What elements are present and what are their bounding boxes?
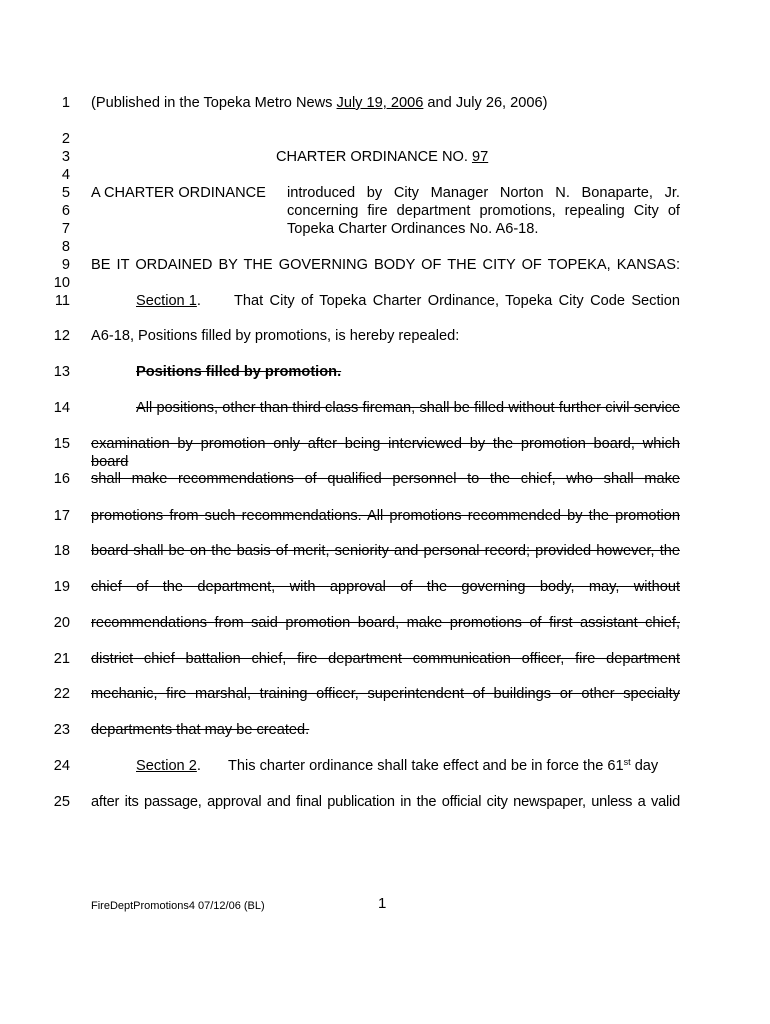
- page-number: 1: [378, 895, 387, 912]
- line-number: 19: [53, 579, 70, 595]
- ordinance-title-prefix: CHARTER ORDINANCE NO.: [276, 149, 472, 165]
- section-2-text: [228, 757, 658, 775]
- repealed-line: recommendations from said promotion board, make promotions of first assistant chief,: [91, 615, 680, 631]
- section-1-text: That City of Topeka Charter Ordinance, Topeka City Code Section: [234, 293, 680, 309]
- section-1-period: .: [196, 293, 201, 309]
- line-number: 20: [53, 615, 70, 631]
- line-number: 16: [53, 471, 70, 487]
- repealed-line: promotions from such recommendations. All promotions recommended by the promotion: [91, 508, 680, 524]
- line-number: 24: [53, 758, 70, 774]
- line-number: 12: [53, 328, 70, 344]
- section-2-text-main: This charter ordinance shall take effect and be in force the 61: [228, 758, 624, 774]
- line-number: 21: [53, 651, 70, 667]
- line-number: 22: [53, 686, 70, 702]
- section-1-heading: [136, 292, 201, 310]
- repealed-heading: Positions filled by promotion.: [136, 364, 342, 380]
- line-number: 8: [61, 239, 70, 255]
- line-number: 15: [53, 436, 70, 452]
- publication-date-first: July 19, 2006: [336, 95, 424, 111]
- line-number: 7: [61, 221, 70, 237]
- repealed-line: chief of the department, with approval of the governing body, may, without: [91, 579, 680, 595]
- enacting-clause: BE IT ORDAINED BY THE GOVERNING BODY OF THE CITY OF TOPEKA, KANSAS:: [91, 257, 680, 273]
- publication-notice: [91, 94, 548, 112]
- repealed-line: All positions, other than third class fireman, shall be filled without further civil service: [136, 400, 680, 416]
- intro-line: Topeka Charter Ordinances No. A6-18.: [287, 221, 539, 237]
- section-2-period: .: [196, 758, 201, 774]
- section-2-text-end: day: [630, 758, 659, 774]
- line-number: 11: [54, 293, 70, 309]
- ordinal-suffix: st: [623, 757, 631, 767]
- footer-document-id: FireDeptPromotions4 07/12/06 (BL): [91, 900, 265, 912]
- line-number: 5: [61, 185, 70, 201]
- line-number: 3: [61, 149, 70, 165]
- section-2-label: Section 2: [136, 758, 197, 774]
- section-2-continuation: after its passage, approval and final publication in the official city newspaper, unless a valid: [91, 794, 680, 810]
- intro-line: concerning fire department promotions, repealing City of: [287, 203, 680, 219]
- line-number: 23: [53, 722, 70, 738]
- line-number: 25: [53, 794, 70, 810]
- ordinance-number: 97: [471, 149, 489, 165]
- section-1-label: Section 1: [136, 293, 197, 309]
- line-number: 1: [61, 95, 70, 111]
- line-number: 17: [53, 508, 70, 524]
- intro-label: A CHARTER ORDINANCE: [91, 185, 266, 201]
- repealed-line: district chief battalion chief, fire department communication officer, fire department: [91, 651, 680, 667]
- repealed-line: departments that may be created.: [91, 722, 310, 738]
- line-number: 9: [61, 257, 70, 273]
- line-number: 2: [61, 131, 70, 147]
- publication-prefix: (Published in the Topeka Metro News: [91, 95, 337, 111]
- publication-suffix: and July 26, 2006): [423, 95, 548, 111]
- section-1-continuation: A6-18, Positions filled by promotions, is hereby repealed:: [91, 328, 460, 344]
- section-2-heading: [136, 757, 201, 775]
- line-number: 18: [53, 543, 70, 559]
- intro-line: introduced by City Manager Norton N. Bonaparte, Jr.: [287, 185, 680, 201]
- line-number: 4: [61, 167, 70, 183]
- repealed-line: shall make recommendations of qualified personnel to the chief, who shall make: [91, 471, 680, 487]
- repealed-line: examination by promotion only after being interviewed by the promotion board, which board: [91, 436, 680, 470]
- line-number: 10: [53, 275, 70, 291]
- line-number: 14: [53, 400, 70, 416]
- ordinance-title: [276, 148, 488, 166]
- line-number: 13: [53, 364, 70, 380]
- line-number: 6: [61, 203, 70, 219]
- repealed-line: board shall be on the basis of merit, seniority and personal record; provided however, the: [91, 543, 680, 559]
- repealed-line: mechanic, fire marshal, training officer, superintendent of buildings or other specialty: [91, 686, 680, 702]
